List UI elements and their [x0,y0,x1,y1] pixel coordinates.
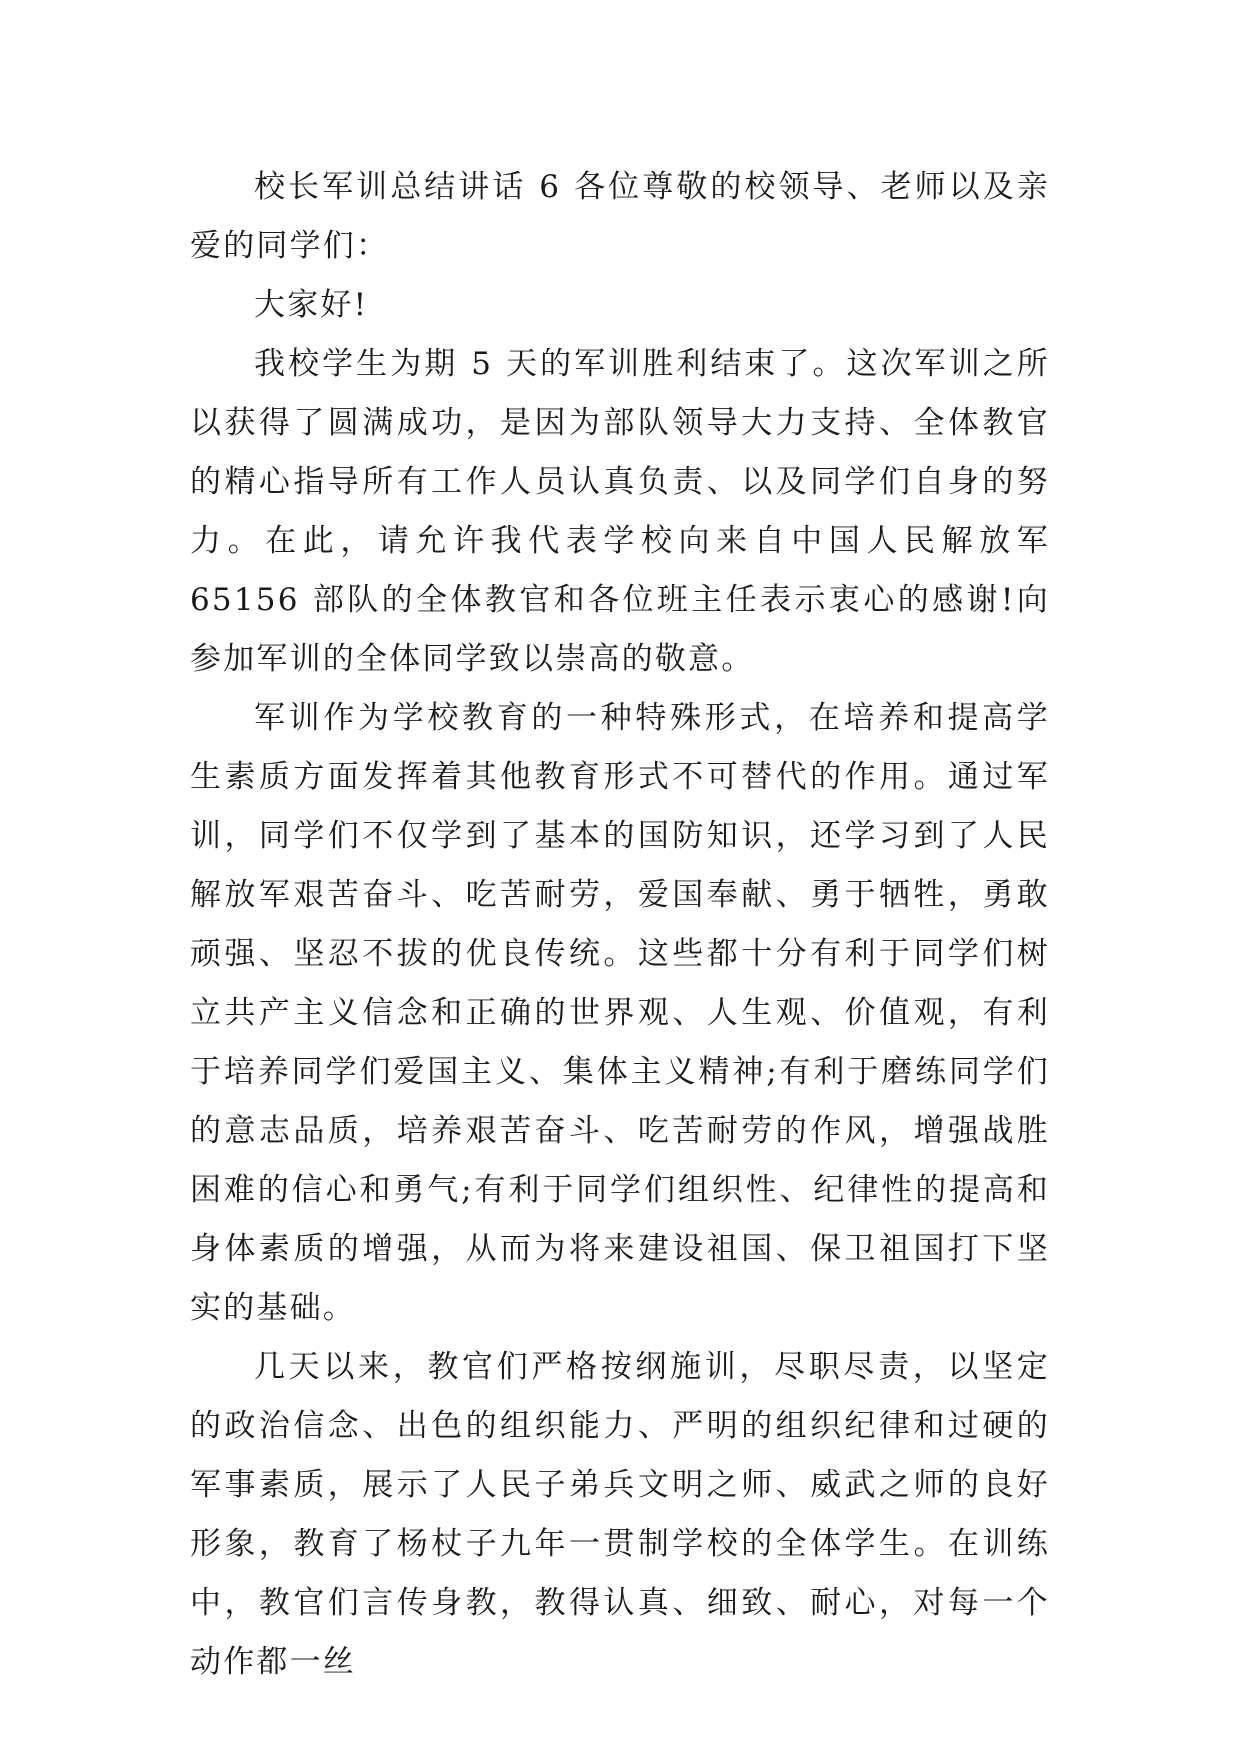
paragraph-instructors: 几天以来，教官们严格按纲施训，尽职尽责，以坚定的政治信念、出色的组织能力、严明的组织纪律和过硬的军事素质，展示了人民子弟兵文明之师、威武之师的良好形象，教育了杨杖子九年一贯制学校的全体学生。在训练中，教官们言传身教，教得认真、细致、耐心，对每一个动作都一丝 [190,1349,1050,1680]
paragraph-significance: 军训作为学校教育的一种特殊形式，在培养和提高学生素质方面发挥着其他教育形式不可替代的作用。通过军训，同学们不仅学到了基本的国防知识，还学习到了人民解放军艰苦奋斗、吃苦耐劳，爱国奉献、勇于牺牲，勇敢顽强、坚忍不拔的优良传统。这些都十分有利于同学们树立共产主义信念和正确的世界观、人生观、价值观，有利于培养同学们爱国主义、集体主义精神;有利于磨练同学们的意志品质，培养艰苦奋斗、吃苦耐劳的作风，增强战胜困难的信心和勇气;有利于同学们组织性、纪律性的提高和身体素质的增强，从而为将来建设祖国、保卫祖国打下坚实的基础。 [190,700,1050,1326]
paragraph-salutation: 大家好! [254,287,369,323]
document-page [190,158,1050,1692]
paragraph-thanks: 我校学生为期 5 天的军训胜利结束了。这次军训之所以获得了圆满成功，是因为部队领导大力支持、全体教官的精心指导所有工作人员认真负责、以及同学们自身的努力。在此，请允许我代表学校向来自中国人民解放军 65156 部队的全体教官和各位班主任表示衷心的感谢!向参加军训的全体同学致以崇高的敬意。 [190,346,1050,677]
paragraph-title-greeting: 校长军训总结讲话 6 各位尊敬的校领导、老师以及亲爱的同学们： [190,169,1050,264]
